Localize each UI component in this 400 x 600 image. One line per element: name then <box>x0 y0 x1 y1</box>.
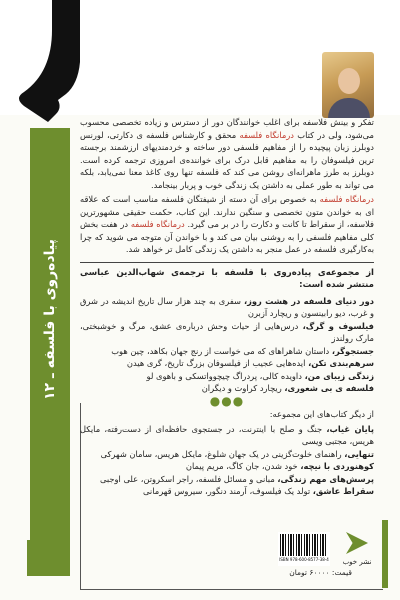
series-item-detail: داویده کالی، پردراگ چیچوواتسکی و باهوی لو <box>146 370 305 381</box>
description-text: تفکر و بینش فلاسفه برای اغلب خوانندگان دور از دسترس و زیاده تخصصی محسوب می‌شود، ولی در کتاب <box>80 117 374 140</box>
other-book-title: پایان غیاب، <box>326 423 375 434</box>
isbn-text: ISBN 978-600-8577-38-4 <box>279 557 329 562</box>
series-item <box>80 382 374 395</box>
publisher-logo <box>340 532 374 576</box>
publisher-name: نشر خوب <box>342 558 372 566</box>
author-photo <box>322 52 374 118</box>
other-book-title: سقراط عاشق، <box>312 486 374 496</box>
barcode-lines-icon <box>280 534 328 556</box>
description-text: محقق و کارشناس فلسفه ی دکارتی، لورنس دوبلرز زبان پیچیده را از مفاهیم فلسفی دور ساخته و خردمندیهای ارزشمند برجسته ترین فیلسوفان را به مفاهیم قابل درک برای خواننده‌ی امروزی ترجمه کرده است. دوبلرز به طرز ماهرانه‌ای روشن می کند که فلسفه تنها روی کاغذ معنا نمی‌یابد، بلکه می تواند به طور عملی به داشتن یک زندگی خوب و پربار بینجامد. <box>80 129 374 190</box>
series-item-detail: داستان شاهراهای که می خواست از رنج جهان بکاهد، چین هوب <box>111 345 332 356</box>
other-book-item <box>80 460 374 473</box>
other-books-block <box>80 408 374 498</box>
series-item-detail: درس‌هایی از حیات وحش درباره‌ی عشق، مرگ و خوشبختی، مارک رولندز <box>80 320 374 343</box>
other-book-title: کوهنوردی با نیچه، <box>300 461 374 471</box>
description-text: در هفت بخش کلی مفاهیم فلسفی را به روشنی بیان می کند و با خواندن آن متوجه می شوید که چرا به‌کارگیری فلسفه در عمل منجر به داشتن یک زندگی کامل تر خواهد شد. <box>80 219 374 254</box>
series-list <box>80 295 374 395</box>
spine-tab <box>27 540 65 576</box>
series-item-title: زندگی زیبای من، <box>304 370 374 381</box>
series-item-title: سرهم‌بندی تکن، <box>308 358 374 368</box>
series-item-title: جستجوگر، <box>331 345 374 356</box>
other-book-item <box>80 485 374 498</box>
other-book-item <box>80 473 374 486</box>
book-title-highlight: درمانگاه فلسفه <box>130 219 185 229</box>
description-paragraph-1 <box>80 116 374 191</box>
series-spine-title: پیاده‌روی با فلسفه ـ ۱۲ <box>42 239 58 400</box>
series-item <box>80 295 374 320</box>
other-book-item <box>80 448 374 461</box>
series-item-detail: سفری به چند هزار سال تاریخ اندیشه در شرق و غرب، دیو رابینسون و ریچارد آزبرن <box>80 295 374 318</box>
series-item <box>80 370 374 383</box>
price-label: قیمت: ۶۰۰۰۰ تومان <box>289 568 352 577</box>
series-item-title: دور دنیای فلسفه در هشت روز، <box>243 295 374 306</box>
series-item-detail: ایده‌هایی عجیب از فیلسوفان بزرگ تاریخ، گری هیدن <box>126 358 309 368</box>
other-book-title: تنهایی، <box>344 448 374 459</box>
series-item-title: فیلسوف و گرگ، <box>302 320 374 331</box>
other-book-detail: تولد یک فیلسوف، آرمند دنگور، سیروس قهرمانی <box>143 486 313 496</box>
series-item <box>80 357 374 370</box>
author-face <box>338 68 360 94</box>
corner-accent <box>382 520 388 588</box>
other-book-detail: جنگ و صلح با اینترنت، در جستجوی حافظه‌ای از دست‌رفته، مایکل هریس، مجتبی ویسی <box>80 423 374 446</box>
author-shoulders <box>328 98 370 118</box>
other-book-item <box>80 423 374 448</box>
other-books-heading: از دیگر کتاب‌های این مجموعه: <box>269 409 374 419</box>
series-heading: از مجموعه‌ی پیاده‌روی با فلسفه با ترجمه‌ی شهاب‌الدین عباسی منتشر شده است: <box>80 267 374 290</box>
barcode <box>278 532 330 566</box>
hook-logo-icon <box>0 0 110 130</box>
book-title-highlight: درمانگاه فلسفه <box>239 129 294 140</box>
description-text: به خصوص برای آن دسته از شیفتگان فلسفه مناسب است که علاقه ای به خواندن متون تخصصی و سنگین ندارند. این کتاب، حکمت حقیقی مشهورترین فلاسفه، از سقراط تا کانت و دکارت را در بر می گیرد. <box>80 194 374 229</box>
other-book-detail: راهنمای خلوت‌گزینی در یک جهان شلوغ، مایکل هریس، سامان شهرکی <box>100 448 345 459</box>
other-book-detail: مبانی و مسائل فلسفه، راجر اسکروتن، علی اوجبی <box>99 473 278 484</box>
series-item-title: فلسفه ی بی شعوری، <box>284 383 374 393</box>
series-item-detail: ریچارد کراوت و دیگران <box>201 383 285 393</box>
book-title-highlight: درمانگاه فلسفه <box>319 194 374 204</box>
other-book-title: پرسش‌های مهم زندگی، <box>277 473 374 484</box>
publisher-arrow-icon <box>346 532 368 554</box>
series-item <box>80 345 374 358</box>
divider <box>80 262 374 263</box>
series-item <box>80 320 374 345</box>
other-book-detail: خود شدن، جان کاگ، مریم پیمان <box>185 461 301 471</box>
description-paragraph-2 <box>80 193 374 256</box>
ornament-dots: ●●● <box>209 393 245 408</box>
description-block <box>80 116 374 407</box>
